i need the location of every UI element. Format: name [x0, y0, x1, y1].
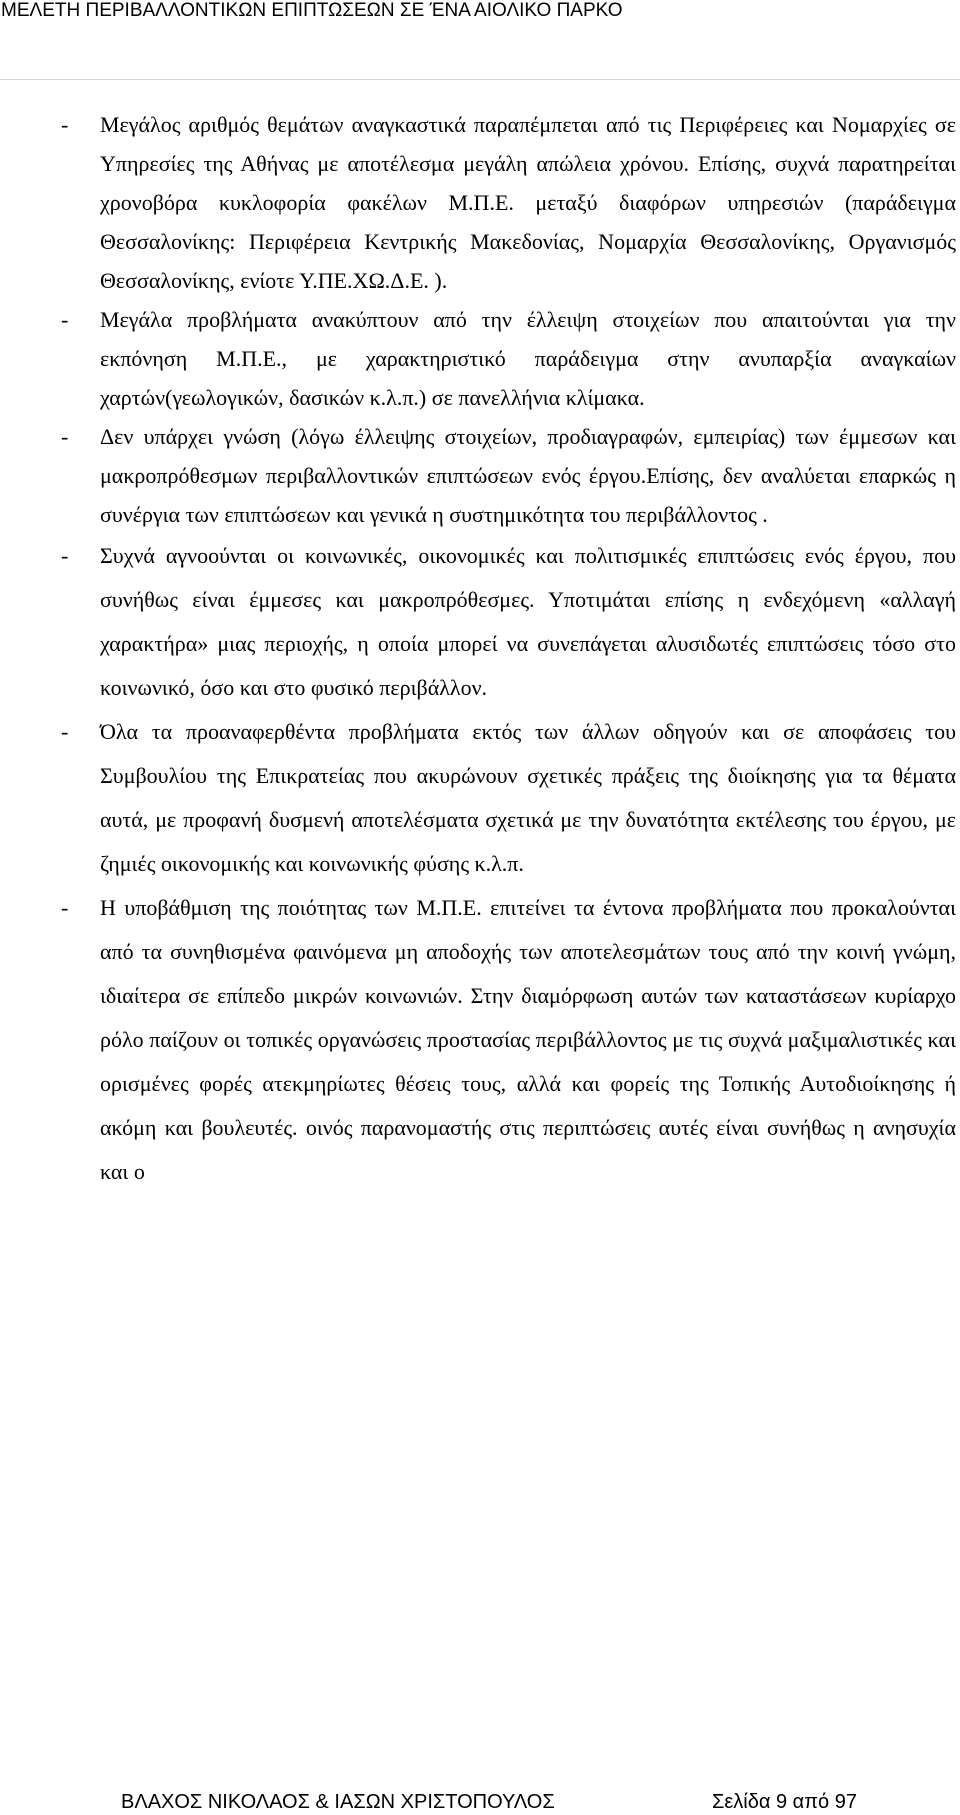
list-dash: -	[61, 543, 69, 568]
list-dash: -	[61, 895, 69, 920]
header-divider	[0, 79, 960, 80]
list-item	[0, 105, 960, 300]
list-item	[0, 710, 960, 886]
list-item-text: Μεγάλος αριθμός θεμάτων αναγκαστικά παραπέμπεται από τις Περιφέρειες και Νομαρχίες σε Υπηρεσίες της Αθήνας με αποτέλεσμα μεγάλη απώλεια χρόνου. Επίσης, συχνά παρατηρείται χρονοβόρα κυκλοφορία φακέλων Μ.Π.Ε. μεταξύ διαφόρων υπηρεσιών (παράδειγμα Θεσσαλονίκης: Περιφέρεια Κεντρικής Μακεδονίας, Νομαρχία Θεσσαλονίκης, Οργανισμός Θεσσαλονίκης, ενίοτε Υ.ΠΕ.ΧΩ.Δ.Ε. ).	[100, 112, 956, 293]
list-item	[0, 886, 960, 1194]
list-item-text: Μεγάλα προβλήματα ανακύπτουν από την έλλειψη στοιχείων που απαιτούνται για την εκπόνηση Μ.Π.Ε., με χαρακτηριστικό παράδειγμα στην ανυπαρξία αναγκαίων χαρτών(γεωλογικών, δασικών κ.λ.π.) σε πανελλήνια κλίμακα.	[100, 307, 956, 410]
list-item-text: Συχνά αγνοούνται οι κοινωνικές, οικονομικές και πολιτισμικές επιπτώσεις ενός έργου, που συνήθως είναι έμμεσες και μακροπρόθεσμες. Υποτιμάται επίσης η ενδεχόμενη «αλλαγή χαρακτήρα» μιας περιοχής, η οποία μπορεί να συνεπάγεται αλυσιδωτές επιπτώσεις τόσο στο κοινωνικό, όσο και στο φυσικό περιβάλλον.	[100, 543, 956, 700]
list-dash: -	[61, 719, 69, 744]
list-item-text: Όλα τα προαναφερθέντα προβλήματα εκτός των άλλων οδηγούν και σε αποφάσεις του Συμβουλίου της Επικρατείας που ακυρώνουν σχετικές πράξεις της διοίκησης για τα θέματα αυτά, με προφανή δυσμενή αποτελέσματα σχετικά με την δυνατότητα εκτέλεσης του έργου, με ζημιές οικονομικής και κοινωνικής φύσης κ.λ.π.	[100, 719, 956, 876]
list-item-text: Δεν υπάρχει γνώση (λόγω έλλειψης στοιχείων, προδιαγραφών, εμπειρίας) των έμμεσων και μακροπρόθεσμων περιβαλλοντικών επιπτώσεων ενός έργου.Επίσης, δεν αναλύεται επαρκώς η συνέργια των επιπτώσεων και γενικά η συστημικότητα του περιβάλλοντος .	[100, 424, 956, 527]
list-item	[0, 417, 960, 534]
footer-authors: ΒΛΑΧΟΣ ΝΙΚΟΛΑΟΣ & ΙΑΣΩΝ ΧΡΙΣΤΟΠΟΥΛΟΣ	[121, 1791, 555, 1813]
document-body	[0, 105, 960, 1194]
list-item	[0, 300, 960, 417]
list-dash: -	[61, 424, 69, 449]
list-dash: -	[61, 307, 69, 332]
list-dash: -	[61, 112, 69, 137]
running-header	[0, 0, 960, 40]
header-title: ΜΕΛΕΤΗ ΠΕΡΙΒΑΛΛΟΝΤΙΚΩΝ ΕΠΙΠΤΩΣΕΩΝ ΣΕ ΈΝΑ ΑΙΟΛΙΚΟ ΠΑΡΚΟ	[1, 0, 623, 21]
list-item	[0, 534, 960, 710]
page-number: Σελίδα 9 από 97	[712, 1791, 857, 1813]
list-item-text: Η υποβάθμιση της ποιότητας των Μ.Π.Ε. επιτείνει τα έντονα προβλήματα που προκαλούνται από τα συνηθισμένα φαινόμενα μη αποδοχής των αποτελεσμάτων τους από την κοινή γνώμη, ιδιαίτερα σε επίπεδο μικρών κοινωνιών. Στην διαμόρφωση αυτών των καταστάσεων κυρίαρχο ρόλο παίζουν οι τοπικές οργανώσεις προστασίας περιβάλλοντος με τις συχνά μαξιμαλιστικές και ορισμένες φορές ατεκμηρίωτες θέσεις τους, αλλά και φορείς της Τοπικής Αυτοδιοίκησης ή ακόμη και βουλευτές. οινός παρανομαστής στις περιπτώσεις αυτές είναι συνήθως η ανησυχία και ο	[100, 895, 956, 1184]
running-footer	[0, 1790, 960, 1815]
